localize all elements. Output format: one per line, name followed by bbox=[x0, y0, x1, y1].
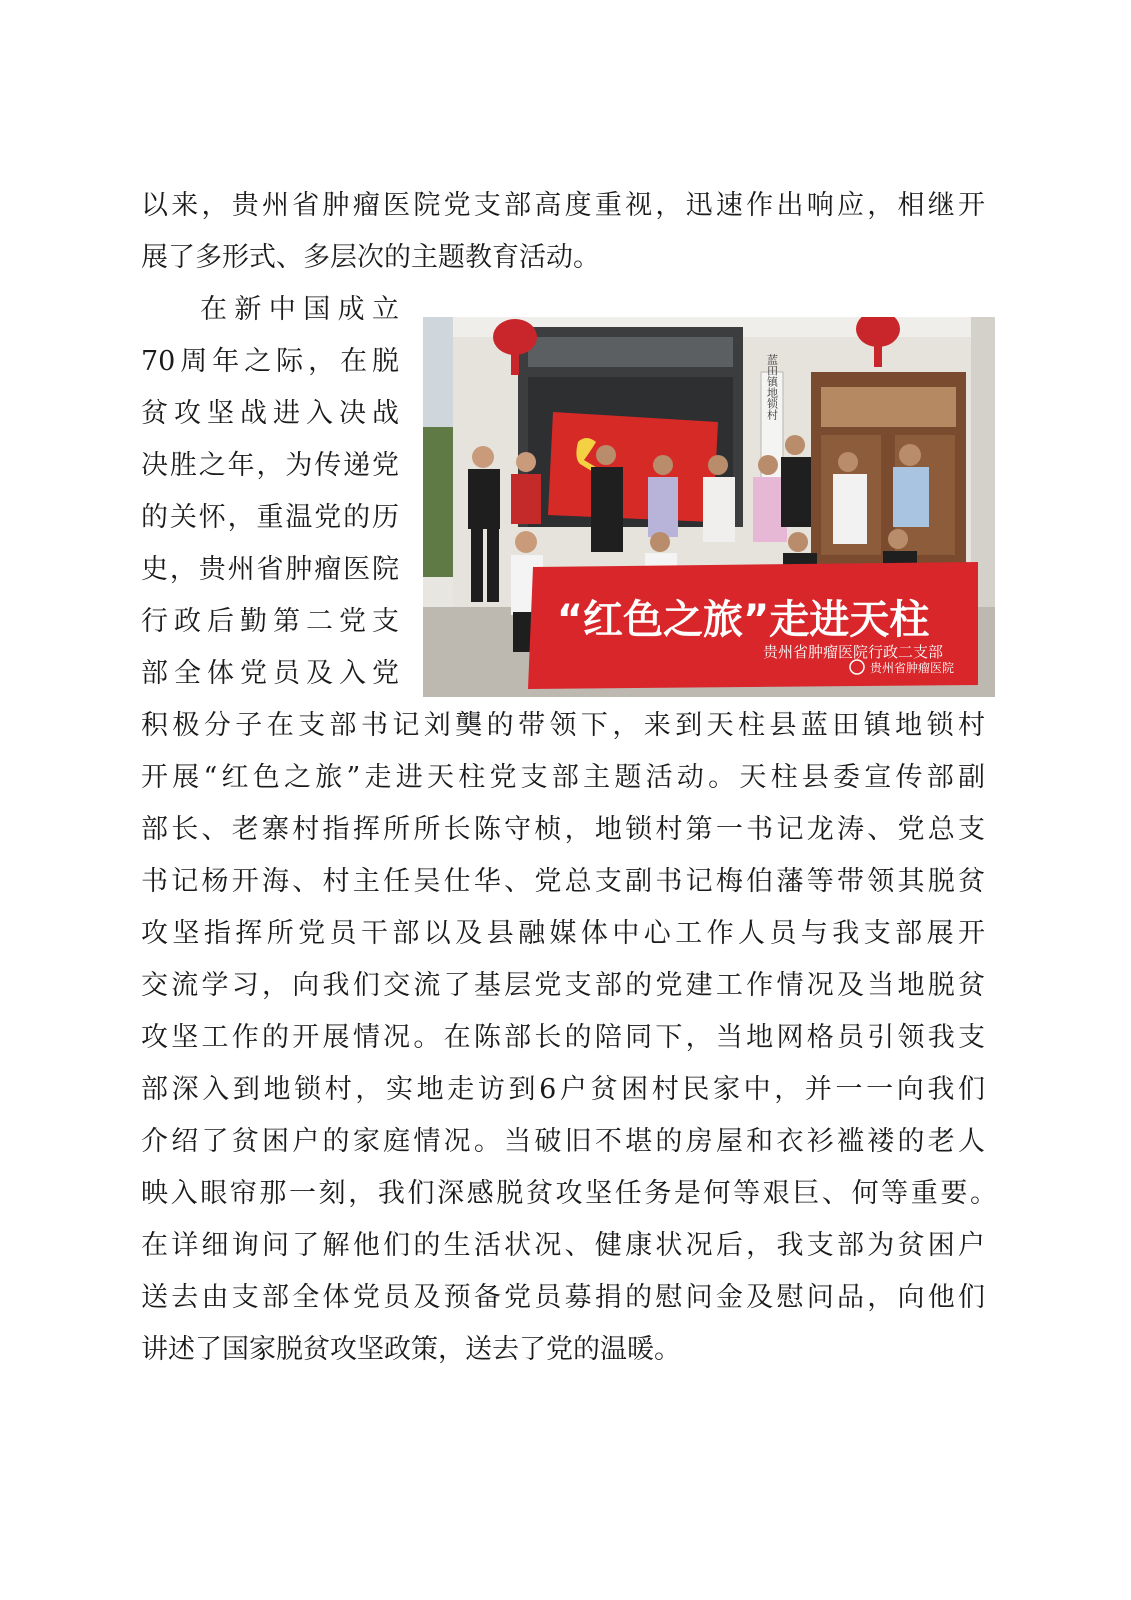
body-line-11: 在详细询问了解他们的生活状况、健康状况后，我支部为贫困户 bbox=[141, 1230, 985, 1261]
body-line-4: 书记杨开海、村主任吴仕华、党总支副书记梅伯藩等带领其脱贫 bbox=[141, 866, 985, 897]
intro-line-2: 展了多形式、多层次的主题教育活动。 bbox=[141, 242, 600, 273]
wrap-line-3: 贫攻坚战进入决战 bbox=[141, 398, 399, 429]
wrap-line-8: 部全体党员及入党 bbox=[141, 658, 399, 689]
body-line-10: 映入眼帘那一刻，我们深感脱贫攻坚任务是何等艰巨、何等重要。 bbox=[141, 1178, 997, 1209]
watermark-text: 贵州省肿瘤医院 bbox=[870, 661, 955, 675]
body-line-1: 积极分子在支部书记刘龑的带领下，来到天柱县蓝田镇地锁村 bbox=[141, 710, 985, 741]
body-line-8: 部深入到地锁村，实地走访到6户贫困村民家中，并一一向我们 bbox=[141, 1074, 985, 1105]
group-photo bbox=[423, 317, 995, 697]
body-line-13: 讲述了国家脱贫攻坚政策，送去了党的温暖。 bbox=[141, 1334, 681, 1365]
body-line-12: 送去由支部全体党员及预备党员募捐的慰问金及慰问品，向他们 bbox=[141, 1282, 985, 1313]
wrap-line-1: 在新中国成立 bbox=[200, 294, 399, 325]
wrap-line-5: 的关怀，重温党的历 bbox=[141, 502, 399, 533]
body-line-2: 开展“红色之旅”走进天柱党支部主题活动。天柱县委宣传部副 bbox=[141, 762, 985, 793]
body-line-9: 介绍了贫困户的家庭情况。当破旧不堪的房屋和衣衫褴褛的老人 bbox=[141, 1126, 985, 1157]
intro-line-1: 以来，贵州省肿瘤医院党支部高度重视，迅速作出响应，相继开 bbox=[141, 190, 985, 221]
wrap-line-2: 70周年之际，在脱 bbox=[141, 346, 399, 377]
body-line-5: 攻坚指挥所党员干部以及县融媒体中心工作人员与我支部展开 bbox=[141, 918, 985, 949]
wrap-line-4: 决胜之年，为传递党 bbox=[141, 450, 399, 481]
body-line-6: 交流学习，向我们交流了基层党支部的党建工作情况及当地脱贫 bbox=[141, 970, 985, 1001]
wrap-line-7: 行政后勤第二党支 bbox=[141, 606, 399, 637]
body-line-7: 攻坚工作的开展情况。在陈部长的陪同下，当地网格员引领我支 bbox=[141, 1022, 985, 1053]
wrap-line-6: 史，贵州省肿瘤医院 bbox=[141, 554, 399, 585]
banner-sub-text: 贵州省肿瘤医院行政二支部 bbox=[762, 643, 944, 661]
sign-text: 蓝田镇地锁村 bbox=[765, 354, 779, 420]
body-line-3: 部长、老寨村指挥所所长陈守桢，地锁村第一书记龙涛、党总支 bbox=[141, 814, 985, 845]
banner-main-text: “红色之旅”走进天柱 bbox=[556, 597, 930, 643]
